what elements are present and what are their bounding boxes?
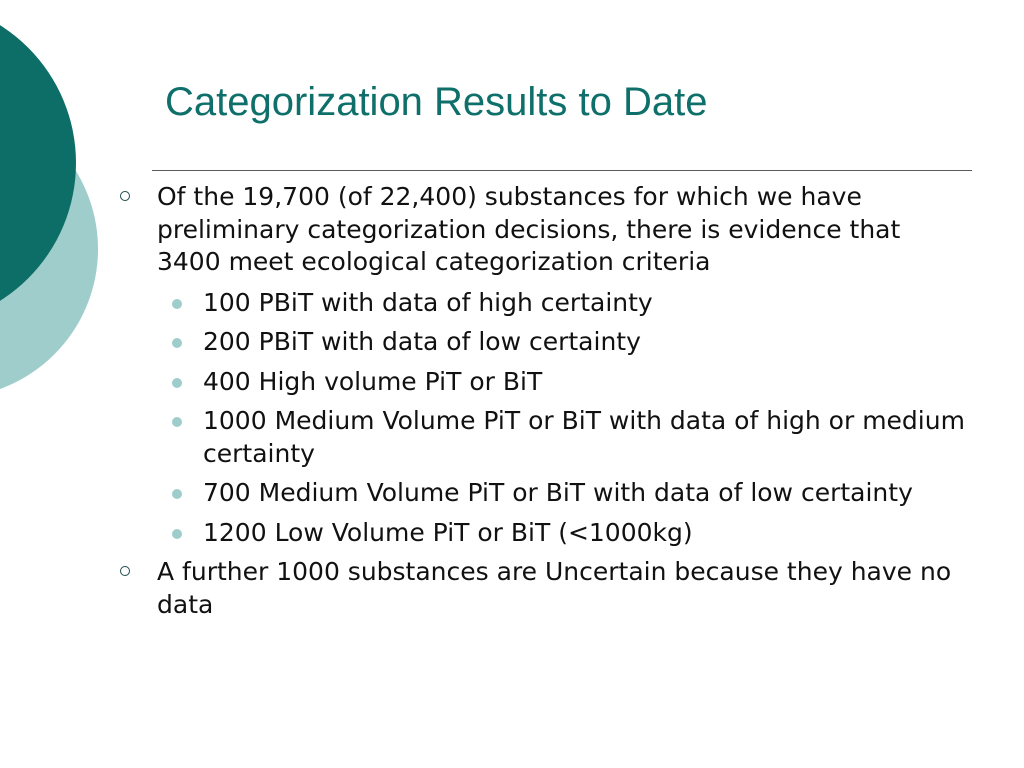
sub-bullet-text: 1200 Low Volume PiT or BiT (<1000kg) xyxy=(203,517,693,547)
filled-dot-icon xyxy=(172,529,182,539)
sub-bullet-text: 700 Medium Volume PiT or BiT with data of low certainty xyxy=(203,478,913,507)
sub-bullet-text: 1000 Medium Volume PiT or BiT with data of high or medium certainty xyxy=(203,406,965,468)
slide-body xyxy=(118,181,968,629)
title-divider xyxy=(152,170,972,171)
slide-title: Categorization Results to Date xyxy=(165,80,708,124)
hollow-circle-icon xyxy=(120,566,130,576)
bullet-item xyxy=(118,181,968,279)
filled-dot-icon xyxy=(172,378,182,388)
sub-bullet-text: 200 PBiT with data of low certainty xyxy=(203,327,641,356)
bullet-item xyxy=(118,556,968,621)
sub-bullet-item xyxy=(118,405,968,470)
sub-bullet-item xyxy=(118,477,968,510)
sub-bullet-text: 400 High volume PiT or BiT xyxy=(203,366,543,396)
bullet-text: Of the 19,700 (of 22,400) substances for which we have preliminary categorization decisions, there is evidence that 3400 meet ecological categorization criteria xyxy=(157,182,901,276)
filled-dot-icon xyxy=(172,338,182,348)
sub-bullet-list xyxy=(118,287,968,550)
sub-bullet-text: 100 PBiT with data of high certainty xyxy=(203,287,653,317)
filled-dot-icon xyxy=(172,417,182,427)
sub-bullet-item xyxy=(118,517,968,550)
bullet-text: A further 1000 substances are Uncertain because they have no data xyxy=(157,557,952,619)
sub-bullet-item xyxy=(118,287,968,320)
sub-bullet-item xyxy=(118,326,968,359)
filled-dot-icon xyxy=(172,299,182,309)
filled-dot-icon xyxy=(172,489,182,499)
sub-bullet-item xyxy=(118,366,968,399)
hollow-circle-icon xyxy=(120,191,130,201)
